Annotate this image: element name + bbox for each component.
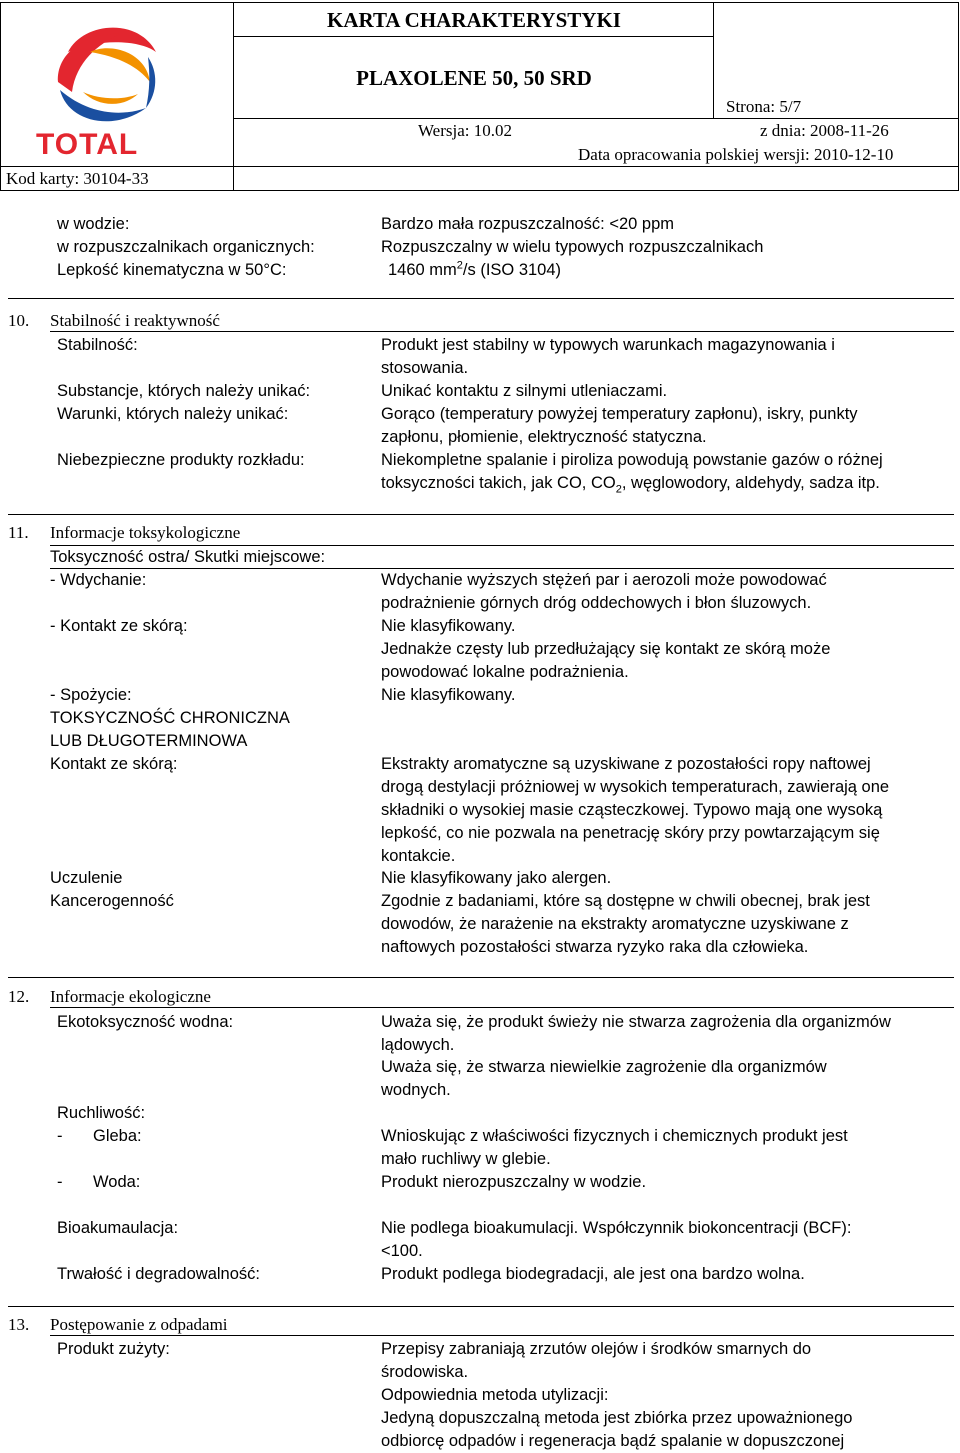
section-13-number: 13.: [8, 1315, 30, 1334]
s11-value-line: Zgodnie z badaniami, które są dostępne w chwili obecnej, brak jest: [381, 892, 870, 910]
s12-value-line: Wnioskując z właściwości fizycznych i chemicznych produkt jest: [381, 1127, 848, 1145]
decomposition-value-line: [381, 472, 880, 495]
co2-subscript: 2: [615, 483, 622, 496]
section-10-underline: [50, 331, 954, 332]
organic-solvents-label: w rozpuszczalnikach organicznych:: [57, 238, 315, 256]
s12-value-line: Uważa się, że produkt świeży nie stwarza zagrożenia dla organizmów: [381, 1013, 891, 1031]
aquatic-ecotoxicity-label: Ekotoksyczność wodna:: [57, 1013, 234, 1031]
water-solubility-label: w wodzie:: [57, 215, 130, 233]
s11-value-line: Wdychanie wyższych stężeń par i aerozoli może powodować: [381, 571, 827, 589]
version: Wersja: 10.02: [418, 121, 512, 140]
s13-value-line: odbiorcę odpadów i regeneracja bądź spalanie w dopuszczonej: [381, 1432, 845, 1450]
conditions-avoid-value-line: Gorąco (temperatury powyżej temperatury zapłonu), iskry, punkty: [381, 405, 858, 423]
conditions-avoid-value-line: zapłonu, płomienie, elektryczność statyczna.: [381, 428, 707, 446]
ingestion-label: - Spożycie:: [50, 686, 132, 704]
s11-value-line: drogą destylacji próżniowej w wysokich temperaturach, zawierają one: [381, 778, 890, 796]
chronic-toxicity-label: TOKSYCZNOŚĆ CHRONICZNA: [50, 709, 290, 727]
section-12-title: Informacje ekologiczne: [50, 987, 211, 1006]
viscosity-value: [388, 259, 561, 282]
chronic-skin-contact-label: Kontakt ze skórą:: [50, 755, 178, 773]
water-solubility-value: Bardzo mała rozpuszczalność: <20 ppm: [381, 215, 675, 233]
acute-toxicity-heading: Toksyczność ostra/ Skutki miejscowe:: [50, 548, 326, 566]
inhalation-label: - Wdychanie:: [50, 571, 147, 589]
section-11-number: 11.: [8, 523, 29, 542]
card-code: Kod karty: 30104-33: [6, 169, 149, 188]
section-13-title: Postępowanie z odpadami: [50, 1315, 228, 1334]
section-10-number: 10.: [8, 311, 30, 330]
stability-value-line: Produkt jest stabilny w typowych warunkach magazynowania i: [381, 336, 835, 354]
version-date: z dnia: 2008-11-26: [760, 121, 889, 140]
divider: [8, 977, 954, 978]
chronic-toxicity-label-2: LUB DŁUGOTERMINOWA: [50, 732, 248, 750]
s11-value-line: naftowych pozostałości stwarza ryzyko raka dla człowieka.: [381, 938, 809, 956]
stability-label: Stabilność:: [57, 336, 138, 354]
organic-solvents-value: Rozpuszczalny w wielu typowych rozpuszczalnikach: [381, 238, 764, 256]
decomposition-text-end: , węglowodory, aldehydy, sadza itp.: [621, 474, 880, 492]
mobility-label: Ruchliwość:: [57, 1104, 146, 1122]
s13-value-line: Jedyną dopuszczalną metoda jest zbiórka przez upoważnionego: [381, 1409, 853, 1427]
s13-value-line: Przepisy zabraniają zrzutów olejów i środków smarnych do: [381, 1340, 812, 1358]
s11-value-line: Nie klasyfikowany.: [381, 617, 516, 635]
water-dash: -: [57, 1173, 63, 1191]
s13-value-line: środowiska.: [381, 1363, 469, 1381]
s12-value-line: Nie podlega bioakumulacji. Współczynnik biokoncentracji (BCF):: [381, 1219, 852, 1237]
s12-value-line: <100.: [381, 1242, 423, 1260]
section-12-number: 12.: [8, 987, 30, 1006]
divider: [8, 1306, 954, 1307]
polish-version-date: Data opracowania polskiej wersji: 2010-12-10: [578, 145, 894, 164]
soil-label: Gleba:: [93, 1127, 142, 1145]
soil-dash: -: [57, 1127, 63, 1145]
carcinogenicity-label: Kancerogenność: [50, 892, 174, 910]
s11-value-line: powodować lokalne podrażnienia.: [381, 663, 629, 681]
section-10-title: Stabilność i reaktywność: [50, 311, 220, 330]
decomposition-value-line: Niekompletne spalanie i piroliza powodują powstanie gazów o różnej: [381, 451, 883, 469]
water-label: Woda:: [93, 1173, 141, 1191]
stability-value-line: stosowania.: [381, 359, 469, 377]
viscosity-label: Lepkość kinematyczna w 50°C:: [57, 261, 287, 279]
section-13-underline: [50, 1335, 954, 1336]
section-11-title: Informacje toksykologiczne: [50, 523, 241, 542]
viscosity-value-main: 1460 mm: [388, 261, 457, 279]
sensitization-label: Uczulenie: [50, 869, 123, 887]
s11-value-line: dowodów, że narażenie na ekstrakty aromatyczne uzyskiwane z: [381, 915, 849, 933]
s12-value-line: Uważa się, że stwarza niewielkie zagrożenie dla organizmów: [381, 1058, 827, 1076]
decomposition-label: Niebezpieczne produkty rozkładu:: [57, 451, 305, 469]
header: [0, 0, 960, 192]
s11-value-line: Nie klasyfikowany.: [381, 686, 516, 704]
product-name: PLAXOLENE 50, 50 SRD: [356, 66, 592, 90]
used-product-label: Produkt zużyty:: [57, 1340, 170, 1358]
s12-value-line: Produkt nierozpuszczalny w wodzie.: [381, 1173, 647, 1191]
viscosity-unit-exponent: 2: [456, 259, 463, 272]
s13-value-line: Odpowiednia metoda utylizacji:: [381, 1386, 609, 1404]
s11-value-line: składniki o wysokiej masie cząsteczkowej. Typowo mają one wysoką: [381, 801, 883, 819]
document-title: KARTA CHARAKTERYSTYKI: [327, 8, 621, 32]
divider: [8, 298, 954, 299]
s11-value-line: lepkość, co nie pozwala na penetrację skóry przy powtarzającym się: [381, 824, 880, 842]
persistence-label: Trwałość i degradowalność:: [57, 1265, 260, 1283]
decomposition-text: toksyczności takich, jak CO, CO: [381, 474, 616, 492]
s12-value-line: Produkt podlega biodegradacji, ale jest ona bardzo wolna.: [381, 1265, 805, 1283]
s11-value-line: Ekstrakty aromatyczne są uzyskiwane z pozostałości ropy naftowej: [381, 755, 871, 773]
substances-avoid-label: Substancje, których należy unikać:: [57, 382, 311, 400]
conditions-avoid-label: Warunki, których należy unikać:: [57, 405, 289, 423]
substances-avoid-value: Unikać kontaktu z silnymi utleniaczami.: [381, 382, 668, 400]
section-12-underline: [50, 1007, 954, 1008]
s12-value-line: mało ruchliwy w glebie.: [381, 1150, 551, 1168]
s11-value-line: kontakcie.: [381, 847, 456, 865]
divider: [8, 514, 954, 515]
bioaccumulation-label: Bioakumaulacja:: [57, 1219, 179, 1237]
s11-value-line: Jednakże częsty lub przedłużający się kontakt ze skórą może: [381, 640, 831, 658]
logo-wordmark: TOTAL: [36, 128, 139, 161]
s12-value-line: lądowych.: [381, 1036, 455, 1054]
s11-value-line: podrażnienie górnych dróg oddechowych i błon śluzowych.: [381, 594, 812, 612]
section-11-underline: [50, 545, 954, 546]
viscosity-value-unit: /s (ISO 3104): [462, 261, 562, 279]
total-logo: [28, 12, 188, 162]
s11-value-line: Nie klasyfikowany jako alergen.: [381, 869, 612, 887]
page-number: Strona: 5/7: [726, 97, 802, 116]
s12-value-line: wodnych.: [381, 1081, 451, 1099]
skin-contact-label: - Kontakt ze skórą:: [50, 617, 188, 635]
